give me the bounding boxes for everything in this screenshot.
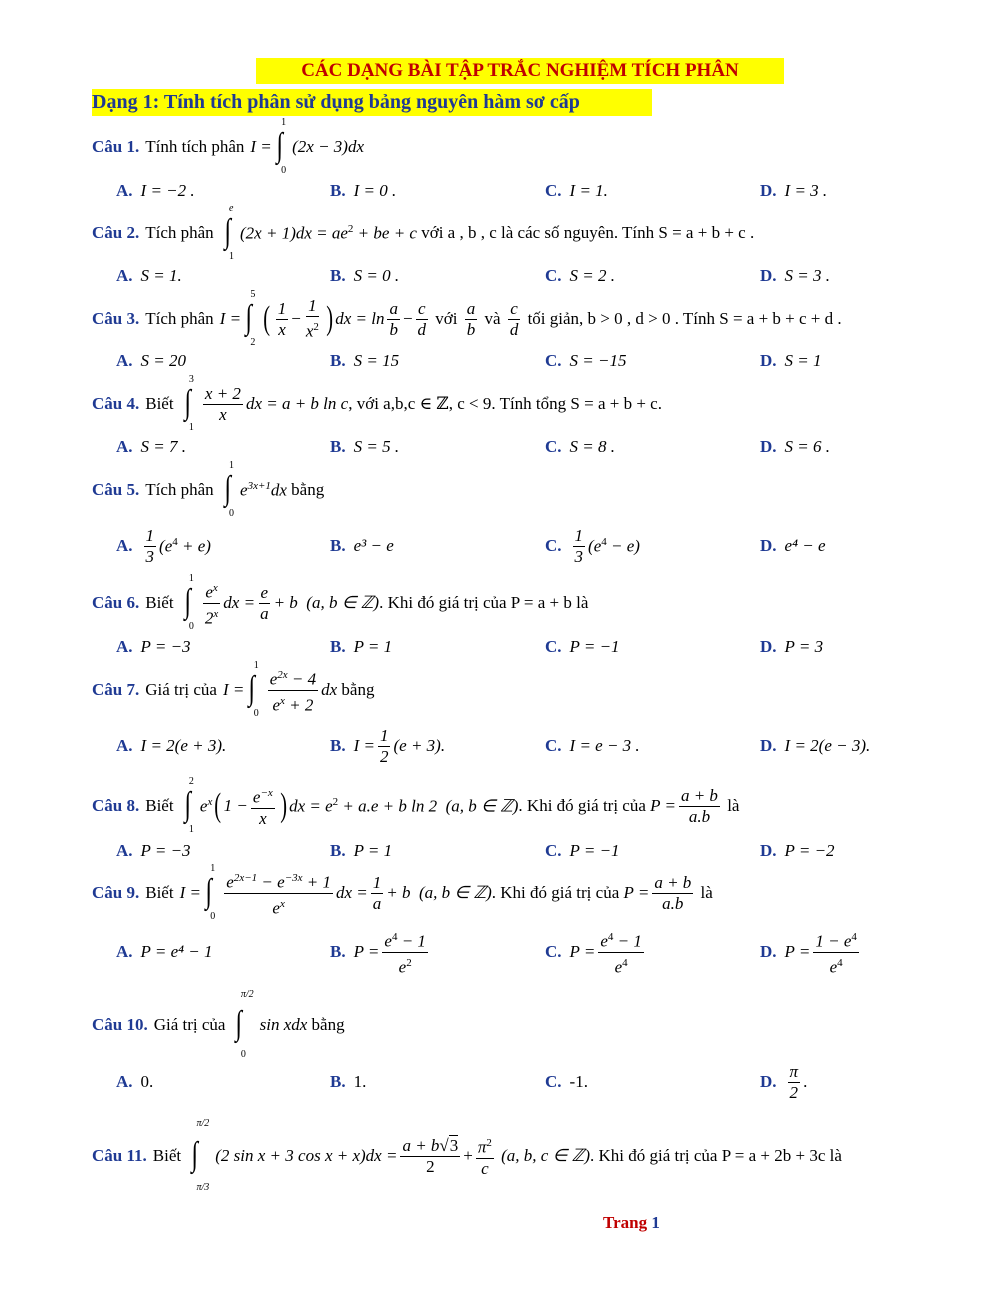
question-3: Câu 3. Tích phân I = ∫ 5 2 ( $\frac{1}{x}$ − $\frac{1}{x^2}$ ) dx = ln $\frac{a}{b}$ − $\frac{c}{d}$ với $\frac{a}{b}$ và $\frac{c}{d}$ tối giản, b > 0 , d > 0 . Tính S = a + b + c + d .	[92, 289, 842, 348]
option-d[interactable]: D. S = 1	[760, 351, 822, 370]
option-c[interactable]: C. -1.	[545, 1072, 588, 1091]
integral-sign: ∫ 3 1	[183, 374, 194, 433]
integral-sign: ∫ 1 0	[224, 460, 235, 519]
options-9	[116, 930, 876, 977]
option-c[interactable]: C. P = $\frac{e^4 - 1}{e^4}$	[545, 932, 647, 972]
question-label: Câu 11.	[92, 1146, 147, 1165]
option-b[interactable]: B. S = 0 .	[330, 266, 400, 285]
option-a[interactable]: A. P = −3	[116, 841, 191, 860]
option-a[interactable]: A. S = 20	[116, 351, 187, 370]
option-b[interactable]: B. I = 0 .	[330, 181, 397, 200]
question-6: Câu 6. Biết ∫ 1 0 $\frac{e^x}{2^x}$ dx = $\frac{e}{a}$ + b (a, b ∈ ℤ) . Khi đó giá trị của P = a + b là	[92, 573, 589, 632]
integral-sign: ∫ 2 1	[183, 776, 194, 835]
question-1: Câu 1. Tính tích phân I = ∫ 1 0 (2x − 3)dx	[92, 117, 364, 176]
option-c[interactable]: C. I = 1.	[545, 181, 608, 200]
footer-label: Trang	[603, 1213, 648, 1232]
question-tail: . Khi đó giá trị của	[491, 883, 620, 902]
integral-sign: ∫ 1 0	[248, 660, 259, 719]
option-d[interactable]: D. P = 3	[760, 637, 824, 656]
option-b[interactable]: B. S = 15	[330, 351, 400, 370]
option-b[interactable]: B. P = $\frac{e^4 - 1}{e^2}$	[330, 932, 431, 972]
option-b[interactable]: B. I = $\frac{1}{2}$ (e + 3).	[330, 725, 446, 766]
question-10: Câu 10. Giá trị của ∫ π/2 0 sin xdx bằng	[92, 989, 345, 1060]
question-text: Tính tích phân	[145, 137, 245, 156]
option-d[interactable]: D. I = 3 .	[760, 181, 828, 200]
question-5: Câu 5. Tích phân ∫ 1 0 $e^{3x+1}dx$ bằng	[92, 460, 325, 519]
option-d[interactable]: D. e⁴ − e	[760, 536, 826, 555]
option-b[interactable]: B. P = 1	[330, 841, 393, 860]
question-label: Câu 6.	[92, 593, 140, 612]
question-text: Giá trị của	[153, 1015, 226, 1034]
question-9: Câu 9. Biết I = ∫ 1 0 $\frac{e^{2x-1} - e^{-3x} + 1}{e^x}$ dx = $\frac{1}{a}$ + b (a, b ∈ ℤ) . Khi đó giá trị của P = $\frac{a + b}{a.b}$ là	[92, 863, 713, 922]
question-label: Câu 9.	[92, 883, 140, 902]
question-text: Tích phân	[145, 309, 214, 328]
question-tail: bằng	[341, 680, 375, 699]
option-a[interactable]: A. S = 1.	[116, 266, 182, 285]
question-label: Câu 3.	[92, 309, 140, 328]
question-label: Câu 7.	[92, 680, 140, 699]
options-5	[116, 526, 876, 566]
question-tail: . Khi đó giá trị của	[518, 796, 646, 815]
option-c[interactable]: C. S = 2 .	[545, 266, 616, 285]
question-tail: . Khi đó giá trị của P = a + b là	[379, 593, 589, 612]
option-a[interactable]: A. I = 2(e + 3).	[116, 736, 227, 755]
question-label: Câu 5.	[92, 480, 140, 499]
option-b[interactable]: B. S = 5 .	[330, 437, 400, 456]
option-c[interactable]: C. I = e − 3 .	[545, 736, 640, 755]
integral-sign: ∫ 5 2	[245, 289, 256, 348]
question-tail: bằng	[311, 1015, 345, 1034]
question-label: Câu 10.	[92, 1015, 148, 1034]
option-a[interactable]: A. 0.	[116, 1072, 154, 1091]
integral-sign: ∫ e 1	[224, 203, 235, 262]
option-a[interactable]: A. P = e⁴ − 1	[116, 942, 213, 961]
page-title: CÁC DẠNG BÀI TẬP TRẮC NGHIỆM TÍCH PHÂN	[256, 58, 784, 84]
option-c[interactable]: C. $\frac{1}{3}$ $(e^4 - e)$	[545, 525, 640, 566]
page-footer	[603, 1213, 660, 1233]
page-number: 1	[651, 1213, 660, 1232]
option-d[interactable]: D. S = 3 .	[760, 266, 831, 285]
question-label: Câu 1.	[92, 137, 140, 156]
options-10	[116, 1062, 876, 1102]
option-a[interactable]: A. $\frac{1}{3}$ $(e^4 + e)$	[116, 525, 211, 566]
question-text: Giá trị của	[145, 680, 217, 699]
option-d[interactable]: D. I = 2(e − 3).	[760, 736, 871, 755]
integral-sign: ∫ 1 0	[183, 573, 194, 632]
question-7: Câu 7. Giá trị của I = ∫ 1 0 $\frac{e^{2x} - 4}{e^x + 2}$ dx bằng	[92, 660, 375, 719]
integral-sign: ∫ π/2 π/3	[191, 1118, 210, 1193]
option-d[interactable]: D. $\frac{\pi}{2}$ .	[760, 1061, 808, 1102]
integral-sign: ∫ π/2 0	[235, 989, 254, 1060]
question-4: Câu 4. Biết ∫ 3 1 $\frac{x + 2}{x}$ dx = a + b ln c , với a,b,c ∈ ℤ, c < 9. Tính tổng S = a + b + c.	[92, 374, 662, 433]
option-b[interactable]: B. 1.	[330, 1072, 367, 1091]
option-c[interactable]: C. S = −15	[545, 351, 627, 370]
question-label: Câu 2.	[92, 223, 140, 242]
option-d[interactable]: D. P = $\frac{1 - e^4}{e^4}$	[760, 932, 862, 972]
question-label: Câu 4.	[92, 394, 140, 413]
question-text: Tích phân	[145, 480, 214, 499]
question-8: Câu 8. Biết ∫ 2 1 $e^x$ ( 1 − $\frac{e^{-x}}{x}$ ) dx = $e^2 + a.e + b$ ln 2 (a, b ∈ ℤ) . Khi đó giá trị của P = $\frac{a + b}{a.b}$ là	[92, 776, 740, 835]
section-title: Dạng 1: Tính tích phân sử dụng bảng nguyên hàm sơ cấp	[92, 89, 652, 116]
question-11: Câu 11. Biết ∫ π/2 π/3 (2 sin x + 3 cos x + x)dx = $\frac{a + b√3}{2}$ + $\frac{\pi^2}{c}$ (a, b, c ∈ ℤ) . Khi đó giá trị của P = a + 2b + 3c là	[92, 1118, 842, 1193]
option-d[interactable]: D. P = −2	[760, 841, 835, 860]
options-7	[116, 726, 876, 766]
question-text: Biết	[145, 883, 174, 902]
question-text: Biết	[145, 796, 174, 815]
question-tail: với a , b , c là các số nguyên. Tính S = a + b + c .	[421, 223, 755, 242]
question-tail: , với a,b,c ∈ ℤ, c < 9. Tính tổng S = a + b + c.	[348, 394, 662, 413]
integral-sign: ∫ 1 0	[276, 117, 287, 176]
option-a[interactable]: A. P = −3	[116, 637, 191, 656]
option-c[interactable]: C. S = 8 .	[545, 437, 616, 456]
option-c[interactable]: C. P = −1	[545, 841, 620, 860]
option-c[interactable]: C. P = −1	[545, 637, 620, 656]
option-b[interactable]: B. e³ − e	[330, 536, 394, 555]
option-d[interactable]: D. S = 6 .	[760, 437, 831, 456]
question-text: Biết	[152, 1146, 182, 1165]
option-a[interactable]: A. S = 7 .	[116, 437, 187, 456]
question-text: Biết	[145, 593, 174, 612]
option-a[interactable]: A. I = −2 .	[116, 181, 195, 200]
question-tail: bằng	[291, 480, 325, 499]
question-text: Tích phân	[145, 223, 214, 242]
integral-expression: I =	[250, 137, 272, 156]
integral-sign: ∫ 1 0	[205, 863, 216, 922]
question-2: Câu 2. Tích phân ∫ e 1 $(2x + 1)dx = ae^2$ + be + c với a , b , c là các số nguyên. Tính S = a + b + c .	[92, 203, 755, 262]
question-label: Câu 8.	[92, 796, 140, 815]
question-tail: . Khi đó giá trị của P = a + 2b + 3c là	[589, 1146, 842, 1165]
question-text: Biết	[145, 394, 174, 413]
option-b[interactable]: B. P = 1	[330, 637, 393, 656]
